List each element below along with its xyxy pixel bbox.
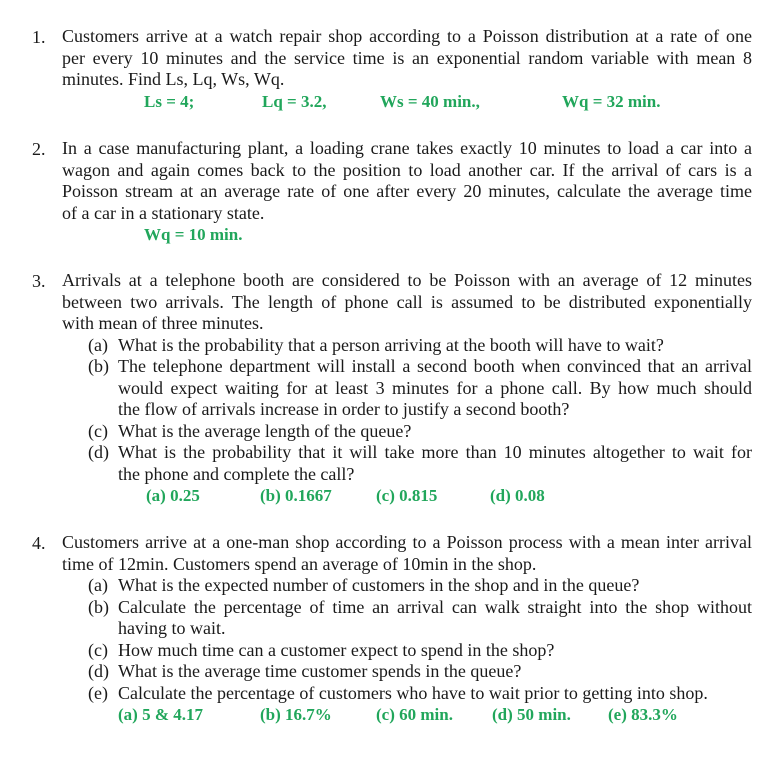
answer-ws: Ws = 40 min.,	[380, 91, 480, 111]
text-line: What is the probability that a person arriving at the booth will have to wait?	[118, 334, 664, 355]
text-line: with mean of three minutes.	[62, 313, 264, 333]
sub-label: (c)	[88, 639, 108, 660]
sub-question-d	[62, 661, 752, 683]
sub-label: (a)	[88, 575, 108, 595]
text-line: the phone and complete the call?	[118, 463, 355, 484]
problem-number: 1.	[32, 27, 46, 47]
text-line: minutes. Find Ls, Lq, Ws, Wq.	[62, 69, 285, 89]
answer-b: (b) 16.7%	[260, 705, 332, 724]
answer-ls: Ls = 4;	[144, 91, 195, 111]
text-line: Customers arrive at a watch repair shop according to a Poisson distribution at a rate of one	[62, 26, 752, 46]
answer-e: (e) 83.3%	[608, 705, 678, 724]
sub-label: (c)	[88, 420, 108, 441]
sub-question-a	[62, 575, 752, 597]
text-line: What is the expected number of customers in the shop and in the queue?	[118, 575, 640, 595]
sub-question-d	[62, 442, 752, 485]
text-line: Arrivals at a telephone booth are considered to be Poisson with an average of 12 minutes	[62, 270, 752, 290]
text-line: of a car in a stationary state.	[62, 202, 265, 223]
sub-question-c	[62, 421, 752, 443]
sub-question-a	[62, 335, 752, 357]
sub-question-b	[62, 597, 752, 640]
text-line: The telephone department will install a second booth when convinced that an arrival	[118, 356, 752, 376]
sub-label: (d)	[88, 661, 109, 681]
sub-label: (b)	[88, 596, 109, 617]
answer-c: (c) 0.815	[376, 486, 438, 505]
text-line: the flow of arrivals increase in order to justify a second booth?	[118, 399, 570, 419]
sub-question-c	[62, 640, 752, 662]
problem-number: 4.	[32, 533, 46, 553]
answer-c: (c) 60 min.	[376, 705, 453, 724]
answer-wq: Wq = 32 min.	[562, 91, 661, 111]
text-line: having to wait.	[118, 618, 226, 638]
text-line: per every 10 minutes and the service time is an exponential random variable with mean 8	[62, 47, 752, 68]
text-line: time of 12min. Customers spend an average of 10min in the shop.	[62, 553, 537, 574]
text-line: What is the average time customer spends in the queue?	[118, 661, 522, 681]
text-line: What is the average length of the queue?	[118, 420, 412, 441]
answer-wq: Wq = 10 min.	[144, 225, 243, 244]
answer-b: (b) 0.1667	[260, 486, 332, 505]
text-line: Poisson stream at an average rate of one after every 20 minutes, calculate the average time	[62, 181, 752, 201]
answer-d: (d) 0.08	[490, 486, 545, 505]
sub-label: (e)	[88, 682, 108, 703]
problem-number: 2.	[32, 139, 46, 159]
answer-line	[62, 704, 752, 726]
answer-line	[62, 91, 752, 113]
sub-question-b	[62, 356, 752, 421]
text-line: would expect waiting for at least 3 minutes for a phone call. By how much should	[118, 377, 752, 398]
answer-lq: Lq = 3.2,	[262, 91, 327, 111]
text-line: Customers arrive at a one-man shop according to a Poisson process with a mean inter arrival	[62, 532, 752, 552]
text-line: How much time can a customer expect to spend in the shop?	[118, 639, 555, 660]
answer-a: (a) 0.25	[146, 486, 200, 505]
answer-a: (a) 5 & 4.17	[118, 705, 203, 724]
problem-number: 3.	[32, 271, 46, 291]
text-line: Calculate the percentage of customers who have to wait prior to getting into shop.	[118, 682, 708, 703]
problem-text	[62, 270, 752, 507]
sub-label: (a)	[88, 334, 108, 355]
text-line: between two arrivals. The length of phone call is assumed to be distributed exponentially	[62, 291, 752, 312]
answer-d: (d) 50 min.	[492, 705, 571, 724]
answer-line	[62, 224, 752, 246]
text-line: wagon and again comes back to the position to load another car. If the arrival of cars is a	[62, 159, 752, 180]
problem-text	[62, 26, 752, 113]
sub-label: (b)	[88, 356, 109, 376]
problem-text	[62, 532, 752, 726]
problem-text	[62, 138, 752, 246]
text-line: In a case manufacturing plant, a loading crane takes exactly 10 minutes to load a car into a	[62, 138, 752, 158]
text-line: What is the probability that it will take more than 10 minutes altogether to wait for	[118, 442, 752, 462]
text-line: Calculate the percentage of time an arrival can walk straight into the shop without	[118, 596, 752, 617]
answer-line	[62, 485, 752, 507]
sub-label: (d)	[88, 442, 109, 462]
sub-question-e	[62, 683, 752, 705]
